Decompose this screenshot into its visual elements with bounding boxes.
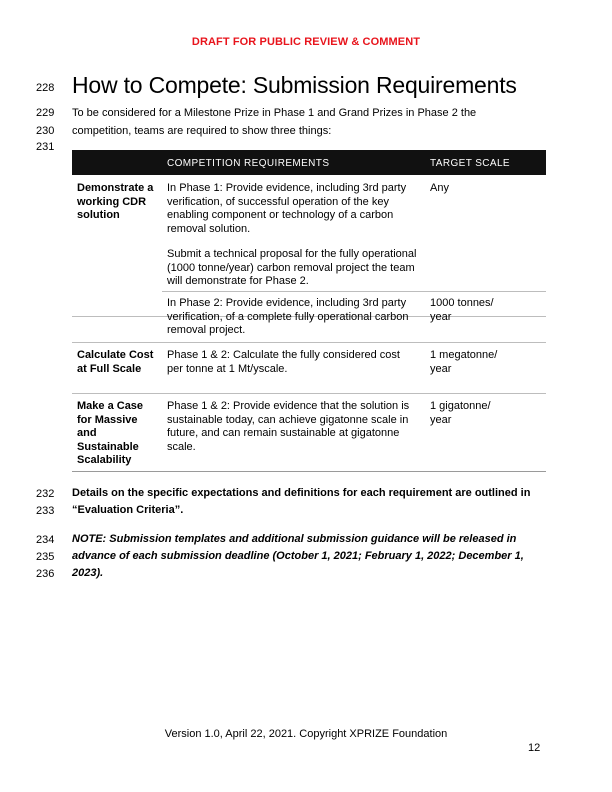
details-paragraph bbox=[72, 485, 530, 519]
footer-version: Version 1.0, April 22, 2021. Copyright XPRIZE Foundation bbox=[164, 728, 448, 740]
details-line: “Evaluation Criteria”. bbox=[72, 504, 184, 516]
line-number: 231 bbox=[36, 141, 55, 153]
intro-paragraph bbox=[72, 104, 476, 140]
table-header bbox=[72, 150, 546, 175]
requirement-text: In Phase 1: Provide evidence, including 3rd party verification, of successful operation of the key enabling component or technology of a carbon removal solution. bbox=[167, 182, 407, 235]
line-number: 233 bbox=[36, 505, 55, 517]
line-number: 234 bbox=[36, 534, 55, 546]
intro-line: To be considered for a Milestone Prize in Phase 1 and Grand Prizes in Phase 2 the bbox=[72, 107, 477, 119]
table-subrow bbox=[72, 292, 546, 343]
note-line: advance of each submission deadline (October 1, 2021; February 1, 2022; December 1, bbox=[72, 550, 524, 562]
note-paragraph bbox=[72, 531, 524, 582]
row-label: Demonstrate a working CDR solution bbox=[77, 182, 154, 221]
note-line: NOTE: Submission templates and additional submission guidance will be released in bbox=[72, 533, 517, 545]
details-line: Details on the specific expectations and definitions for each requirement are outlined in bbox=[72, 487, 531, 499]
table-row bbox=[72, 343, 546, 394]
requirement-text: Phase 1 & 2: Calculate the fully considered cost per tonne at 1 Mt/yscale. bbox=[167, 349, 400, 375]
row-label: Make a Case for Massive and Sustainable Scalability bbox=[77, 400, 144, 466]
target-scale: 1000 tonnes/ year bbox=[430, 297, 494, 323]
intro-line: competition, teams are required to show three things: bbox=[72, 125, 332, 137]
header-target-scale: TARGET SCALE bbox=[430, 158, 511, 169]
target-scale: Any bbox=[430, 182, 449, 194]
note-line: 2023). bbox=[72, 567, 104, 579]
line-number: 235 bbox=[36, 551, 55, 563]
header-requirements: COMPETITION REQUIREMENTS bbox=[167, 158, 330, 169]
line-number: 229 bbox=[36, 107, 55, 119]
target-scale: 1 gigatonne/ year bbox=[430, 400, 491, 426]
page-number: 12 bbox=[528, 742, 541, 754]
requirement-text: Submit a technical proposal for the fully operational (1000 tonne/year) carbon removal project the team will demonstrate for Phase 2. bbox=[167, 248, 417, 287]
line-number: 228 bbox=[36, 82, 55, 94]
page-title: How to Compete: Submission Requirements bbox=[72, 72, 517, 98]
line-number: 230 bbox=[36, 125, 55, 137]
requirement-text: In Phase 2: Provide evidence, including 3rd party verification, of a complete fully operational carbon removal project. bbox=[167, 297, 409, 336]
line-number: 232 bbox=[36, 488, 55, 500]
table-row bbox=[72, 394, 546, 472]
row-label: Calculate Cost at Full Scale bbox=[77, 349, 154, 375]
target-scale: 1 megatonne/ year bbox=[430, 349, 498, 375]
requirements-table bbox=[72, 150, 546, 472]
requirement-text: Phase 1 & 2: Provide evidence that the solution is sustainable today, can achieve gigatonne scale in future, and can remain sustainable at gigatonne scale. bbox=[167, 400, 410, 453]
draft-banner: DRAFT FOR PUBLIC REVIEW & COMMENT bbox=[191, 36, 421, 48]
line-number: 236 bbox=[36, 568, 55, 580]
